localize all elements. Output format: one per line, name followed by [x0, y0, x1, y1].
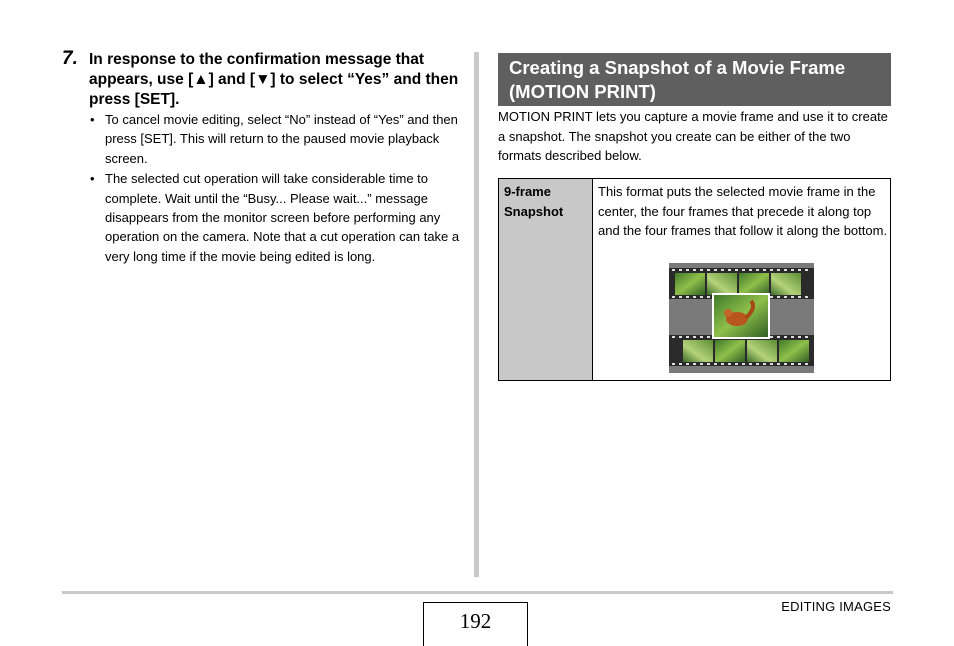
frame-7: [715, 340, 745, 362]
step-instruction: In response to the confirmation message that appears, use [▲] and [▼] to select “Yes” and then press [SET].: [89, 51, 459, 108]
format-table: [498, 178, 891, 381]
nine-frame-illustration: [669, 263, 814, 373]
note-item: • To cancel movie editing, select “No” instead of “Yes” and then press [SET]. This will return to the paused movie playback screen.: [88, 110, 463, 168]
footer-rule: [62, 591, 893, 594]
frame-3: [739, 273, 769, 295]
squirrel-head: [724, 309, 732, 317]
page-number: 192: [423, 602, 528, 646]
format-description-cell: [593, 179, 890, 380]
frame-9: [779, 340, 809, 362]
step-number: 7.: [62, 48, 78, 69]
frame-2: [707, 273, 737, 295]
note-list: [88, 110, 463, 267]
intro-paragraph: MOTION PRINT lets you capture a movie frame and use it to create a snapshot. The snapshot you create can be either of the two formats described below.: [498, 109, 888, 163]
column-divider: [474, 52, 479, 577]
section-label: EDITING IMAGES: [781, 599, 891, 614]
format-description: This format puts the selected movie frame in the center, the four frames that precede it along top and the four frames that follow it along the bottom.: [598, 184, 888, 238]
frame-4: [771, 273, 801, 295]
format-label: 9-frame Snapshot: [499, 179, 593, 380]
filmstrip-image: [669, 263, 814, 373]
frame-6: [683, 340, 713, 362]
frame-1: [675, 273, 705, 295]
frame-8: [747, 340, 777, 362]
note-item: • The selected cut operation will take considerable time to complete. Wait until the “Busy... Please wait...” message disappears from the monitor screen before performing any operation on the camera. Note that a cut operation can take a very long time if the movie being edited is long.: [88, 169, 463, 266]
section-heading: Creating a Snapshot of a Movie Frame (MOTION PRINT): [498, 53, 891, 106]
